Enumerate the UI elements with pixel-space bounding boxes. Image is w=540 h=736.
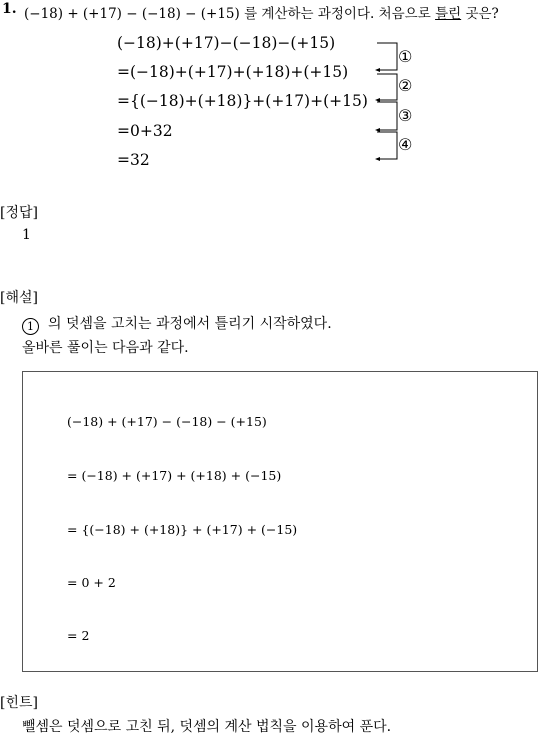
bracket-arrowhead-3 [375,128,380,132]
question-text [24,2,499,22]
solution-line-3: = {(−18) + (+18)} + (+17) + (−15) [67,522,298,537]
step-line-2: =(−18)+(+17)+(+18)+(+15) [117,63,349,81]
solution-line-4: = 0 + 2 [67,575,116,590]
hint-label: [힌트] [0,695,38,711]
step-line-4: =0+32 [117,122,173,140]
marker-1: ① [398,47,413,66]
solution-box [22,371,538,672]
step-line-1: (−18)+(+17)−(−18)−(+15) [117,34,336,52]
question-text-underlined: 틀린 [435,6,462,22]
bracket-4 [377,132,397,159]
step-line-5: =32 [117,151,150,169]
solution-line-2: = (−18) + (+17) + (+18) + (−15) [67,468,282,483]
bracket-3 [377,102,397,130]
question-text-before: (−18) + (+17) − (−18) − (+15) 를 계산하는 과정이다. 처음으로 [24,6,431,22]
question-number: 1. [2,1,17,17]
answer-label: [정답] [0,205,38,221]
explanation-line-1-text: 의 덧셈을 고치는 과정에서 틀리기 시작하였다. [48,316,332,332]
explanation-line-1 [22,313,332,335]
bracket-1 [377,43,397,70]
explanation-label: [해설] [0,290,38,306]
step-bracket-diagram [360,30,440,165]
solution-line-1: (−18) + (+17) − (−18) − (+15) [67,414,267,429]
marker-2: ② [398,76,413,95]
answer-value: 1 [22,227,31,243]
bracket-arrowhead-2 [375,98,380,102]
step-line-3: ={(−18)+(+18)}+(+17)+(+15) [117,92,368,110]
explanation-circled-marker: 1 [22,318,39,335]
hint-text: 뺄셈은 덧셈으로 고친 뒤, 덧셈의 계산 법칙을 이용하여 푼다. [22,719,392,735]
marker-4: ④ [398,135,413,154]
explanation-line-2: 올바른 풀이는 다음과 같다. [22,340,189,356]
bracket-arrowhead-1 [375,68,380,72]
solution-line-5: = 2 [67,628,90,643]
bracket-2 [377,74,397,100]
bracket-arrowhead-4 [375,157,380,161]
question-text-after: 곳은? [461,6,499,22]
marker-3: ③ [398,106,413,125]
